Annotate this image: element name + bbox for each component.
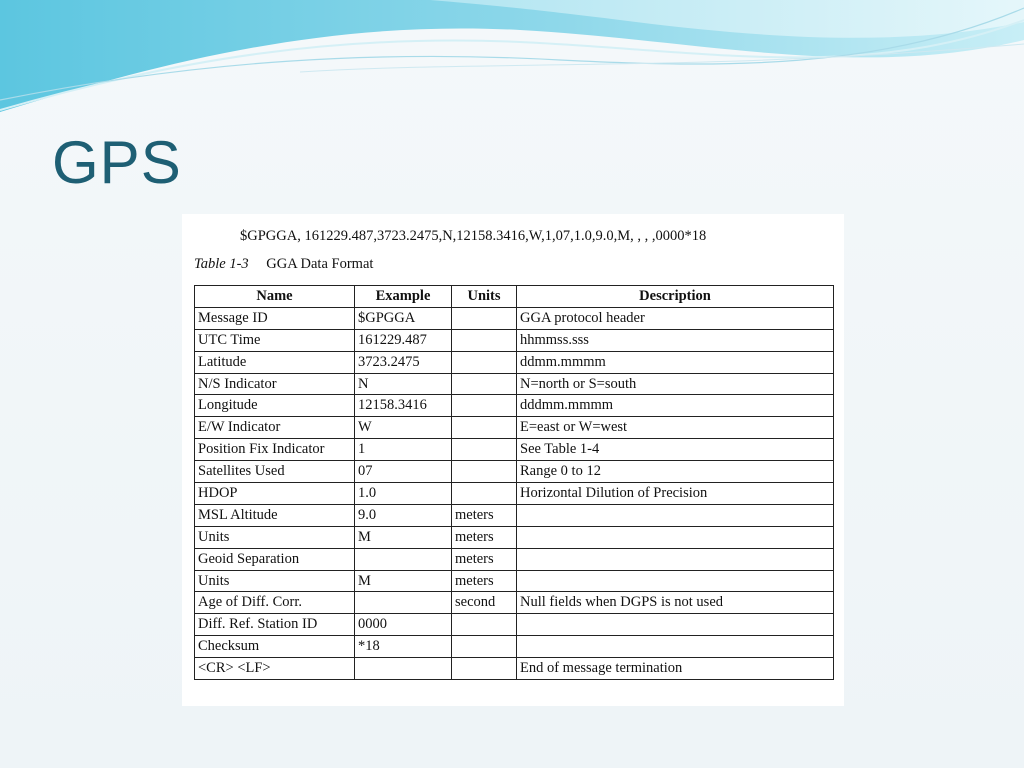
cell-name: E/W Indicator: [195, 417, 355, 439]
gga-data-table: [194, 285, 834, 680]
header-description: Description: [517, 286, 834, 308]
cell-units: meters: [452, 548, 517, 570]
cell-units: [452, 351, 517, 373]
cell-example: 9.0: [355, 504, 452, 526]
header-example: Example: [355, 286, 452, 308]
table-row: [195, 636, 834, 658]
table-row: [195, 658, 834, 680]
cell-description: [517, 636, 834, 658]
table-row: [195, 461, 834, 483]
cell-name: <CR> <LF>: [195, 658, 355, 680]
cell-description: See Table 1-4: [517, 439, 834, 461]
table-row: [195, 548, 834, 570]
cell-units: second: [452, 592, 517, 614]
cell-description: End of message termination: [517, 658, 834, 680]
cell-name: N/S Indicator: [195, 373, 355, 395]
table-row: [195, 570, 834, 592]
cell-name: Units: [195, 526, 355, 548]
cell-name: UTC Time: [195, 329, 355, 351]
cell-example: 07: [355, 461, 452, 483]
cell-description: Horizontal Dilution of Precision: [517, 483, 834, 505]
cell-units: meters: [452, 504, 517, 526]
cell-name: Age of Diff. Corr.: [195, 592, 355, 614]
header-name: Name: [195, 286, 355, 308]
cell-units: [452, 439, 517, 461]
table-row: [195, 417, 834, 439]
cell-units: [452, 461, 517, 483]
cell-description: dddmm.mmmm: [517, 395, 834, 417]
table-row: [195, 592, 834, 614]
table-caption-label: Table 1-3: [194, 256, 249, 272]
cell-description: [517, 548, 834, 570]
table-row: [195, 504, 834, 526]
table-row: [195, 329, 834, 351]
cell-example: M: [355, 570, 452, 592]
cell-units: [452, 483, 517, 505]
cell-name: Satellites Used: [195, 461, 355, 483]
cell-name: Latitude: [195, 351, 355, 373]
cell-example: 1.0: [355, 483, 452, 505]
cell-description: GGA protocol header: [517, 307, 834, 329]
cell-units: [452, 373, 517, 395]
cell-description: [517, 570, 834, 592]
cell-example: 161229.487: [355, 329, 452, 351]
cell-units: [452, 417, 517, 439]
cell-units: meters: [452, 526, 517, 548]
cell-name: Diff. Ref. Station ID: [195, 614, 355, 636]
nmea-sentence: $GPGGA, 161229.487,3723.2475,N,12158.3416,W,1,07,1.0,9.0,M, , , ,0000*18: [240, 228, 707, 244]
cell-name: Units: [195, 570, 355, 592]
cell-units: [452, 329, 517, 351]
table-header-row: [195, 286, 834, 308]
table-row: [195, 526, 834, 548]
cell-name: MSL Altitude: [195, 504, 355, 526]
cell-example: M: [355, 526, 452, 548]
cell-example: *18: [355, 636, 452, 658]
gga-format-figure: [182, 214, 844, 706]
cell-description: Null fields when DGPS is not used: [517, 592, 834, 614]
cell-example: [355, 592, 452, 614]
table-row: [195, 614, 834, 636]
cell-units: [452, 636, 517, 658]
cell-name: HDOP: [195, 483, 355, 505]
header-units: Units: [452, 286, 517, 308]
cell-name: Geoid Separation: [195, 548, 355, 570]
table-caption-text: GGA Data Format: [266, 256, 374, 272]
table-row: [195, 351, 834, 373]
cell-units: [452, 395, 517, 417]
decorative-wave-header: [0, 0, 1024, 120]
cell-name: Position Fix Indicator: [195, 439, 355, 461]
table-row: [195, 395, 834, 417]
cell-example: N: [355, 373, 452, 395]
cell-example: [355, 658, 452, 680]
cell-units: [452, 614, 517, 636]
cell-name: Message ID: [195, 307, 355, 329]
table-caption: [194, 256, 373, 273]
cell-description: [517, 504, 834, 526]
cell-description: N=north or S=south: [517, 373, 834, 395]
cell-example: [355, 548, 452, 570]
cell-description: Range 0 to 12: [517, 461, 834, 483]
cell-units: meters: [452, 570, 517, 592]
cell-description: ddmm.mmmm: [517, 351, 834, 373]
cell-units: [452, 658, 517, 680]
cell-name: Longitude: [195, 395, 355, 417]
cell-example: 0000: [355, 614, 452, 636]
cell-example: W: [355, 417, 452, 439]
cell-name: Checksum: [195, 636, 355, 658]
cell-example: 1: [355, 439, 452, 461]
cell-description: hhmmss.sss: [517, 329, 834, 351]
table-row: [195, 307, 834, 329]
table-row: [195, 439, 834, 461]
cell-example: $GPGGA: [355, 307, 452, 329]
cell-description: [517, 614, 834, 636]
cell-description: [517, 526, 834, 548]
cell-example: 12158.3416: [355, 395, 452, 417]
table-row: [195, 483, 834, 505]
cell-description: E=east or W=west: [517, 417, 834, 439]
cell-example: 3723.2475: [355, 351, 452, 373]
slide-title: GPS: [52, 129, 182, 196]
table-row: [195, 373, 834, 395]
cell-units: [452, 307, 517, 329]
